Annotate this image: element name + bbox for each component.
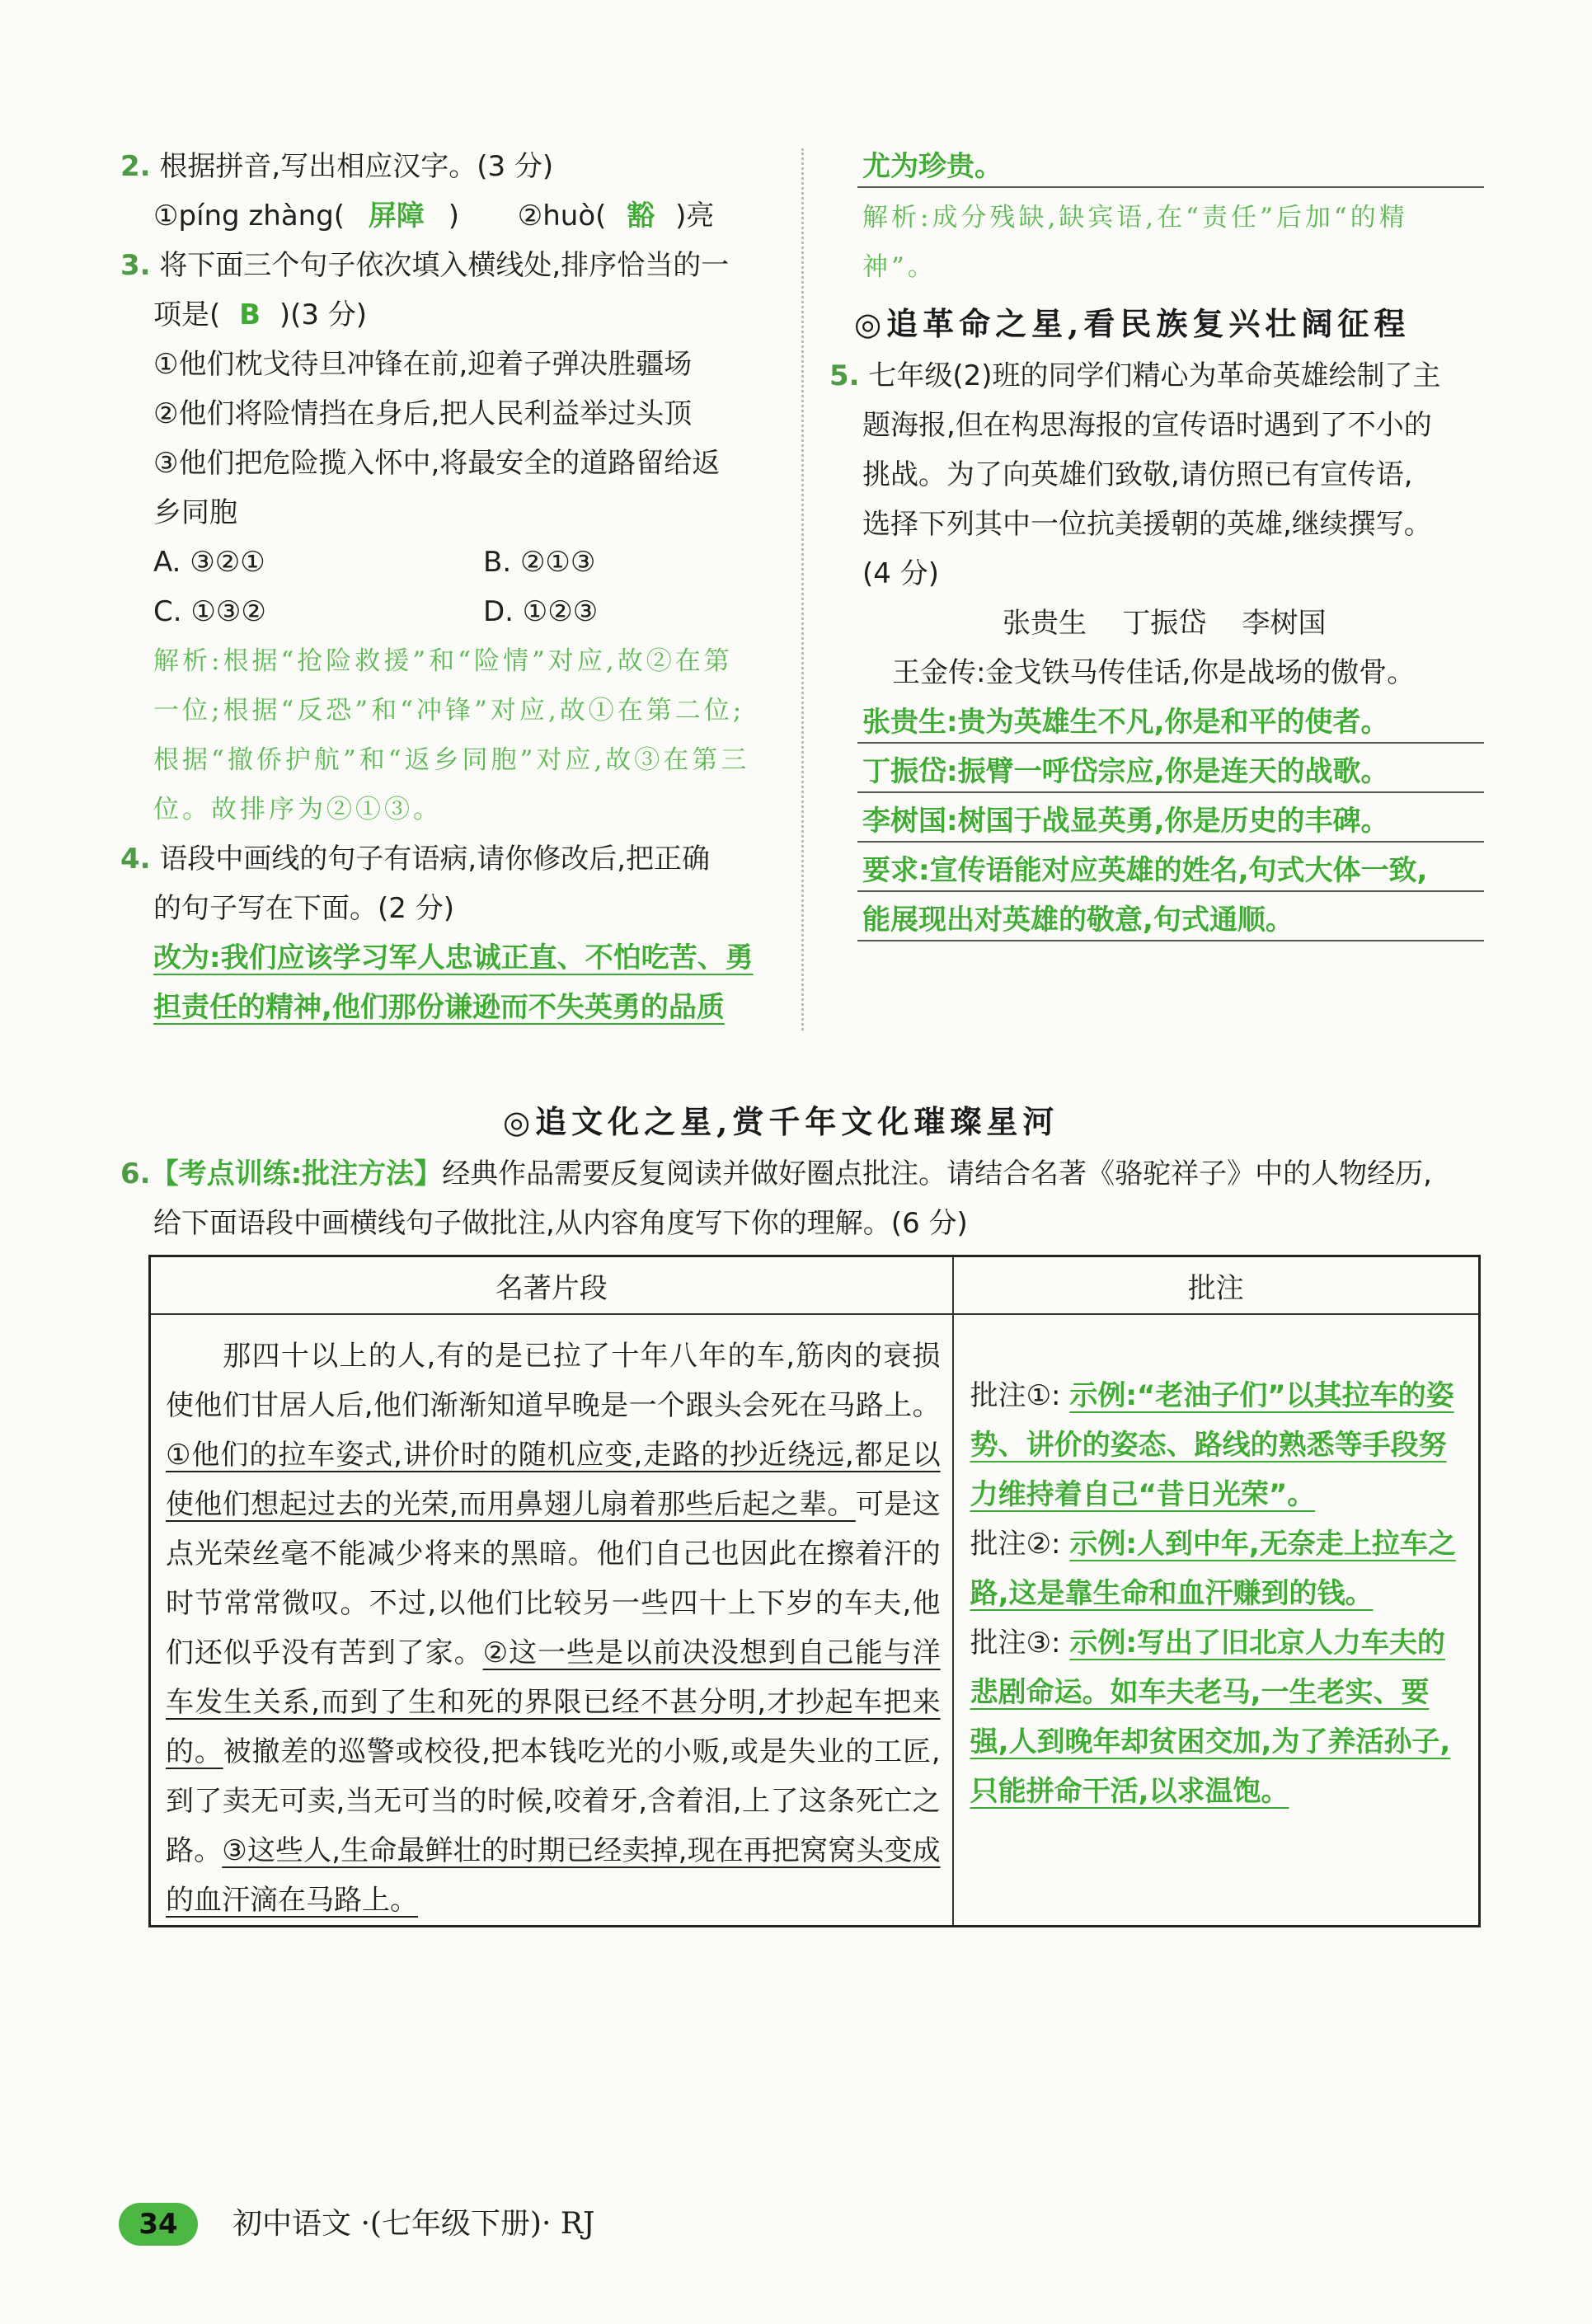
q3-sentence-2: ②他们将险情挡在身后,把人民利益举过头顶 [153, 397, 693, 430]
section-revolution-heading: ◎追革命之星,看民族复兴壮阔征程 [854, 305, 1411, 342]
question-2: 2. 根据拼音,写出相应汉字。(3 分) [120, 150, 554, 183]
question-2-items: ①píng zhàng( 屏障 ) ②huò( 豁 )亮 [153, 200, 715, 232]
book-title: 初中语文 ·(七年级下册)· RJ [232, 2207, 595, 2241]
question-6-tag: 【考点训练:批注方法】 [150, 1157, 443, 1190]
option-b: B. ②①③ [483, 546, 596, 579]
question-6: 6.【考点训练:批注方法】经典作品需要反复阅读并做好圈点批注。请结合名著《骆驼祥子》中的人物经历, [120, 1157, 1432, 1190]
question-3: 3. 将下面三个句子依次填入横线处,排序恰当的一 [120, 249, 730, 282]
underlined-sentence-2: ②这一些是以前决没想到自己能与洋车发生关系,而到了生和死的界限已经不甚分明,才抄起车把来的。 [166, 1636, 941, 1768]
underlined-sentence-1: ①他们的拉车姿式,讲价时的随机应变,走路的抄近绕远,都足以使他们想起过去的光荣,而用鼻翅儿扇着那些后起之辈。 [166, 1439, 941, 1521]
note-3: 批注③: 示例:写出了旧北京人力车夫的悲剧命运。如车夫老马,一生老实、要强,人到晚年却贫困交加,为了养活孙子,只能拼命干活,以求温饱。 [970, 1627, 1451, 1808]
note-2: 批注②: 示例:人到中年,无奈走上拉车之路,这是靠生命和血汗赚到的钱。 [970, 1528, 1456, 1610]
table-header-fragment: 名著片段 [150, 1256, 953, 1315]
workbook-page: 2. 根据拼音,写出相应汉字。(3 分) ①píng zhàng( 屏障 ) ②huò( 豁 )亮 3. 将下面三个句子依次填入横线处,排序恰当的一 项是( B )(3 分) ①他们枕戈待旦冲锋在前,迎着子弹决胜疆场 ②他们将险情挡在身后,把人民利益举过头顶 ③他们把危险揽入怀中,将最安全的道路留给返 乡同胞 A. ③②① B. ②①③ C. ①③② D. ①②③ 解析:根据“抢险救援”和“险情”对应,故②在第 一位;根据“反恐”和“冲锋”对应,故①在第二位; 根据“撤侨护航”和“返乡同胞”对应,故③在第三 位。故排序为②①③。 4. 语段中画线的句子有语病,请你修改后,把正确 的句子写在下面。(2 分) 改为:我们应该学习军人忠诚正直、不怕吃苦、勇 担责任的精神,他们那份谦逊而不失英勇的品质 尤为珍贵。 解析:成分残缺,缺宾语,在“责任”后加“的精 神”。 ◎追革命之星,看民族复兴壮阔征程 5. 七年级(2)班的同学们精心为革命英雄绘制了主 题海报,但在构思海报的宣传语时遇到了不小的 挑战。为了向英雄们致敬,请仿照已有宣传语, 选择下列其中一位抗美援朝的英雄,继续撰写。 (4 分) 张贵生 丁振岱 李树国 王金传:金戈铁马传佳话,你是战场的傲骨。 张贵生:贵为英雄生不凡,你是和平的使者。 丁振岱:振臂一呼岱宗应,你是连天的战歌。 李树国:树国于战显英勇,你是历史的丰碑。 要求:宣传语能对应英雄的姓名,句式大体一致, 能展现出对英雄的敬意,句式通顺。 ◎追文化之星,赏千年文化璀璨星河 6.【考点训练:批注方法】经典作品需要反复阅读并做好圈点批注。请结合名著《骆驼祥子》中的人物经历, 给下面语段中画横线句子做批注,从内容角度写下你的理解。(6 分) 名著片段 批注 那四十以上的人,有的是已拉了十年八年的车,筋肉的衰损使他们甘居人后,他们渐渐知道早晚是一个跟头会死在马路上。①他们的拉车姿式,讲价时的随机应变,走路的抄近绕远,都足以使他们想起过去的光荣,而用鼻翅儿扇着那些后起之辈。可是这点光荣丝毫不能减少将来的黑暗。他们自己也因此在擦着汗的时节常常微叹。不过,以他们比较另一些四十上下岁的车夫,他们还似乎没有苦到了家。②这一些是以前决没想到自己能与洋车发生关系,而到了生和死的界限已经不甚分明,才抄起车把来的。被撤差的巡警或校役,把本钱吃光的小贩,或是失业的工匠,到了卖无可卖,当无可当的时候,咬着牙,含着泪,上了这条死亡之路。③这些人,生命最鲜壮的时期已经卖掉,现在再把窝窝头变成的血汗滴在马路上。 批注①: 示例:“老油子们”以其拉车的姿势、讲价的姿态、路线的熟悉等手段努力维持着自己“昔日光荣”。 批注②: 示例:人到中年,无奈走上拉车之路,这是靠生命和血汗赚到的钱。 批注③: 示例:写出了旧北京人力车夫的悲剧命运。如车夫老马,一生老实、要强,人到晚年却贫困交加,为了养活孙子,只能拼命干活,以求温饱。 34 初中语文 ·(七年级下册)· RJ [0, 0, 1592, 2324]
q3-sentence-1: ①他们枕戈待旦冲锋在前,迎着子弹决胜疆场 [153, 348, 693, 381]
section-culture-heading: ◎追文化之星,赏千年文化璀璨星河 [503, 1103, 1059, 1140]
q3-explanation: 解析:根据“抢险救援”和“险情”对应,故②在第 [153, 646, 733, 676]
answer-huo: 豁 [627, 200, 655, 232]
note-1: 批注①: 示例:“老油子们”以其拉车的姿势、讲价的姿态、路线的熟悉等手段努力维持着自己“昔日光荣”。 [970, 1379, 1454, 1511]
page-number-badge: 34 [119, 2203, 198, 2246]
q4-answer: 改为:我们应该学习军人忠诚正直、不怕吃苦、勇 [153, 941, 754, 974]
q4-explanation: 解析:成分残缺,缺宾语,在“责任”后加“的精 [862, 203, 1408, 232]
answer-dingzhendai: 丁振岱:振臂一呼岱宗应,你是连天的战歌。 [862, 755, 1389, 788]
q3-sentence-3: ③他们把危险揽入怀中,将最安全的道路留给返 [153, 447, 721, 480]
table-header-notes: 批注 [953, 1256, 1480, 1315]
answer-pingzhang: 屏障 [368, 200, 425, 232]
classic-fragment: 那四十以上的人,有的是已拉了十年八年的车,筋肉的衰损使他们甘居人后,他们渐渐知道早晚是一个跟头会死在马路上。①他们的拉车姿式,讲价时的随机应变,走路的抄近绕远,都足以使他们想起过去的光荣,而用鼻翅儿扇着那些后起之辈。可是这点光荣丝毫不能减少将来的黑暗。他们自己也因此在擦着汗的时节常常微叹。不过,以他们比较另一些四十上下岁的车夫,他们还似乎没有苦到了家。②这一些是以前决没想到自己能与洋车发生关系,而到了生和死的界限已经不甚分明,才抄起车把来的。被撤差的巡警或校役,把本钱吃光的小贩,或是失业的工匠,到了卖无可卖,当无可当的时候,咬着牙,含着泪,上了这条死亡之路。③这些人,生命最鲜壮的时期已经卖掉,现在再把窝窝头变成的血汗滴在马路上。 [150, 1314, 953, 1927]
answer-q3: B [239, 298, 261, 331]
question-5: 5. 七年级(2)班的同学们精心为革命英雄绘制了主 [829, 359, 1441, 392]
underlined-sentence-3: ③这些人,生命最鲜壮的时期已经卖掉,现在再把窝窝头变成的血汗滴在马路上。 [166, 1834, 941, 1917]
answer-lishuguo: 李树国:树国于战显英勇,你是历史的丰碑。 [862, 805, 1389, 838]
column-divider [801, 148, 804, 1031]
q4-answer-cont: 尤为珍贵。 [862, 150, 1003, 183]
option-c: C. ①③② [153, 595, 266, 628]
answer-zhangguisheng: 张贵生:贵为英雄生不凡,你是和平的使者。 [862, 706, 1389, 739]
example-slogan: 王金传:金戈铁马传佳话,你是战场的傲骨。 [892, 656, 1416, 689]
option-a: A. ③②① [153, 546, 265, 579]
notes-cell [953, 1314, 1480, 1927]
question-4: 4. 语段中画线的句子有语病,请你修改后,把正确 [120, 843, 711, 876]
annotation-table [148, 1255, 1481, 1927]
answer-requirement: 要求:宣传语能对应英雄的姓名,句式大体一致, [862, 854, 1428, 887]
option-d: D. ①②③ [483, 595, 599, 628]
hero-names: 张贵生 丁振岱 李树国 [1003, 607, 1327, 640]
